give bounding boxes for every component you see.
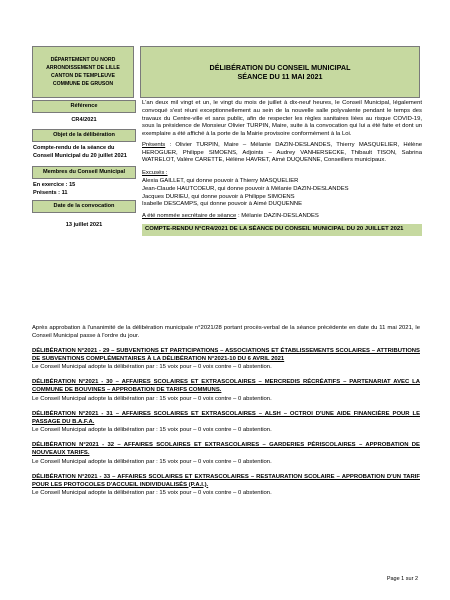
deliberation-vote: Le Conseil Municipal adopte la délibération par : 15 voix pour – 0 voix contre – 0 abstention. — [32, 364, 272, 371]
membres-label: Membres du Conseil Municipal — [32, 166, 136, 179]
presents-count-value: Présents : 11 — [33, 189, 68, 196]
metadata-sidebar — [32, 100, 136, 232]
deliberation-title: DÉLIBÉRATION N°2021 - 29 – SUBVENTIONS ET PARTICIPATIONS – ASSOCIATIONS ET ÉTABLISSEMENTS SCOLAIRES – ATTRIBUTIONS DE SUBVENTIONS COMPLÉMENTAIRES À LA DÉLIBÉRATION N°2021-10 DU 6 AVRIL 2021 — [32, 347, 420, 362]
secretaire-label: A été nommée secrétaire de séance — [142, 213, 237, 220]
document-header — [32, 46, 420, 98]
deliberation-title: DÉLIBÉRATION N°2021 - 33 – AFFAIRES SCOLAIRES ET EXTRASCOLAIRES – RESTAURATION SCOLAIRE – APPROBATION D'UN TARIF POUR LES PROTOCOLES D'ACCUEIL INDIVIDUALISÉS (P.A.I.). — [32, 473, 420, 488]
deliberation-title: DÉLIBÉRATION DU CONSEIL MUNICIPAL — [209, 62, 351, 72]
reference-label: Référence — [32, 100, 136, 113]
session-date-title: SÉANCE DU 11 MAI 2021 — [237, 72, 323, 81]
deliberation-title: DÉLIBÉRATION N°2021 - 31 – AFFAIRES SCOLAIRES ET EXTRASCOLAIRES – ALSH – OCTROI D'UNE AIDE FINANCIÈRE POUR LE PASSAGE DU B.A.F.A. — [32, 410, 420, 425]
canton-line: CANTON DE TEMPLEUVE — [51, 73, 115, 79]
commune-line: COMMUNE DE GRUSON — [52, 81, 114, 88]
deliberation-item — [32, 474, 420, 498]
reference-value: CR4/2021 — [71, 117, 97, 124]
excuses-block — [142, 170, 422, 209]
deliberation-item — [32, 379, 420, 403]
convocation-value: 13 juillet 2021 — [65, 222, 103, 229]
secretaire-paragraph — [142, 213, 422, 221]
excuses-label: Excusés : — [142, 170, 168, 177]
secretaire-value: : Mélanie DAZIN-DESLANDES — [236, 213, 319, 220]
presents-label: Présents — [142, 141, 166, 148]
en-exercice-value: En exercice : 15 — [33, 182, 76, 189]
page-number: Page 1 sur 2 — [386, 576, 418, 582]
session-details — [142, 100, 422, 236]
deliberation-item — [32, 442, 420, 466]
deliberation-title: DÉLIBÉRATION N°2021 - 32 – AFFAIRES SCOLAIRES ET EXTRASCOLAIRES – GARDERIES PÉRISCOLAIRES – APPROBATION DE NOUVEAUX TARIFS. — [32, 442, 420, 457]
deliberation-item — [32, 348, 420, 372]
excuse-item: Isabelle DESCAMPS, qui donne pouvoir à Aimé DUQUENNE — [142, 201, 303, 208]
department-line: DÉPARTEMENT DU NORD — [50, 56, 116, 63]
deliberation-title: DÉLIBÉRATION N°2021 - 30 – AFFAIRES SCOLAIRES ET EXTRASCOLAIRES – MERCREDIS RÉCRÉATIFS – PARTENARIAT AVEC LA COMMUNE DE BOUVINES – APPROBATION DE TARIFS COMMUNS. — [32, 379, 420, 394]
objet-value: Compte-rendu de la séance du Conseil Municipal du 20 juillet 2021 — [33, 145, 127, 159]
objet-label: Objet de la délibération — [32, 129, 136, 142]
excuse-item: Jean-Claude HAUTCOEUR, qui donne pouvoir à Mélanie DAZIN-DESLANDES — [142, 185, 349, 192]
administrative-header-box — [32, 46, 134, 98]
minutes-body — [32, 325, 420, 505]
excuse-item: Alexia GAILLET, qui donne pouvoir à Thierry MASQUELIER — [142, 178, 299, 185]
approval-paragraph: Après approbation à l'unanimité de la délibération municipale n°2021/28 portant procès-verbal de la séance précédente en date du 11 mai 2021, le Conseil Municipal passe à l'ordre du jour. — [32, 325, 420, 339]
presents-paragraph — [142, 142, 422, 165]
presents-list: : Olivier TURPIN, Maire – Mélanie DAZIN-DESLANDES, Thierry MASQUELIER, Hélène HEROGUER, Philippe SIMOENS, Adjoints – Audrey VANHERSECKE, Thibault TISON, Sabrina WATRELOT, Valère CARETTE, Hélène HAVRET, Aimé DUQUENNE, Conseillers municipaux. — [142, 141, 422, 164]
deliberation-vote: Le Conseil Municipal adopte la délibération par : 15 voix pour – 0 voix contre – 0 abstention. — [32, 427, 272, 434]
compte-rendu-bar: COMPTE-RENDU N°CR4/2021 DE LA SÉANCE DU CONSEIL MUNICIPAL DU 20 JUILLET 2021 — [142, 224, 422, 236]
deliberation-vote: Le Conseil Municipal adopte la délibération par : 15 voix pour – 0 voix contre – 0 abstention. — [32, 458, 272, 465]
deliberation-item — [32, 411, 420, 435]
excuse-item: Jacques DURIEU, qui donne pouvoir à Philippe SIMOENS — [142, 193, 295, 200]
deliberation-vote: Le Conseil Municipal adopte la délibération par : 15 voix pour – 0 voix contre – 0 abstention. — [32, 490, 272, 496]
convocation-label: Date de la convocation — [32, 200, 136, 213]
deliberation-vote: Le Conseil Municipal adopte la délibération par : 15 voix pour – 0 voix contre – 0 abstention. — [32, 395, 272, 402]
intro-paragraph: L'an deux mil vingt et un, le vingt du mois de juillet à dix-neuf heures, le Conseil Municipal, légalement convoqué s'est réuni exceptionnellement au sein de la nouvelle salle polyvalente pendant le temps des travaux du Centre-ville et sans public, afin de respecter les règles sanitaires liées au risque COVID-19, sous la présidence de Monsieur Olivier TURPIN, Maire, suite à la convocation qui lui a été faite et dont un exemplaire a été affiché à la porte de la Mairie provisoire conformément à la Loi. — [142, 100, 422, 138]
deliberation-title-box — [140, 46, 420, 98]
arrondissement-line: ARRONDISSEMENT DE LILLE — [46, 64, 120, 71]
